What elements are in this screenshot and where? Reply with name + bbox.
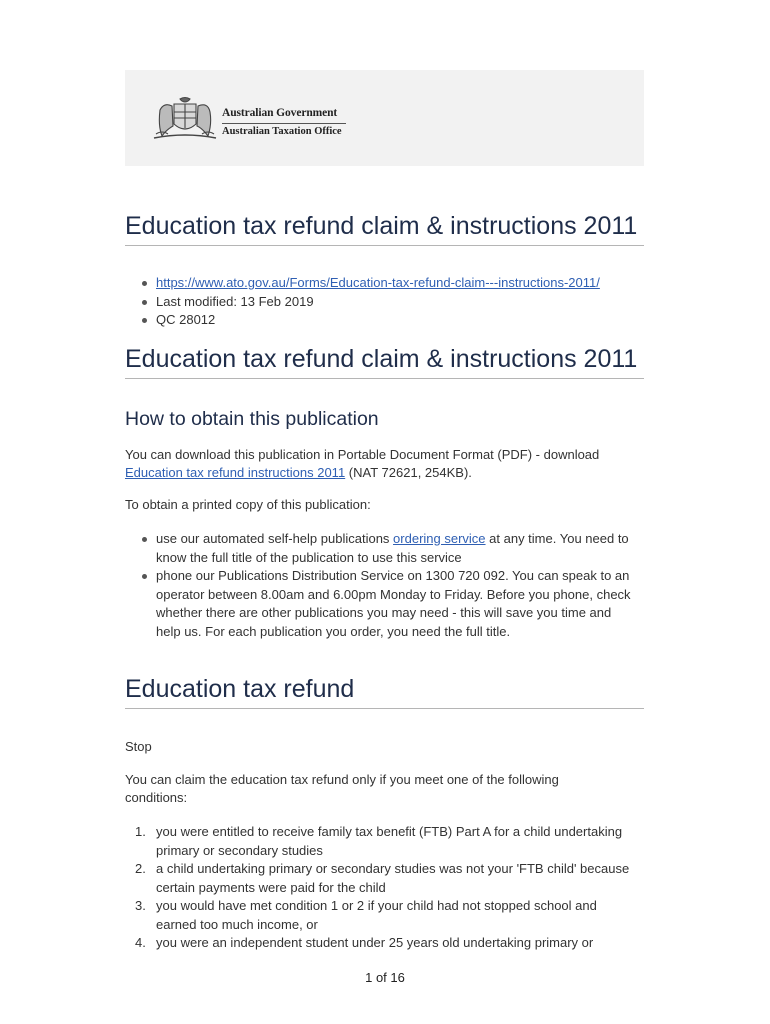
section-title: Education tax refund claim & instructions 2011	[125, 345, 644, 379]
page-title: Education tax refund claim & instructions 2011	[125, 212, 644, 246]
header-divider	[222, 123, 346, 124]
list-item	[125, 274, 644, 293]
list-item: 3. you would have met condition 1 or 2 if your child had not stopped school and earned too much income, or	[135, 898, 597, 932]
agency-name: Australian Taxation Office	[222, 126, 342, 137]
government-name: Australian Government	[222, 107, 338, 119]
list-item: 4. you were an independent student under 25 years old undertaking primary or	[135, 935, 594, 950]
printed-copy-paragraph: To obtain a printed copy of this publication:	[125, 497, 371, 512]
meta-list	[125, 274, 644, 330]
obtain-options-list	[125, 530, 637, 641]
list-item: use our automated self-help publications ordering service at any time. You need to know the full title of the publication to use this service	[125, 530, 637, 567]
conditions-intro: You can claim the education tax refund only if you meet one of the following conditions:	[125, 772, 559, 805]
qc-number: QC 28012	[125, 311, 644, 330]
download-paragraph: You can download this publication in Portable Document Format (PDF) - download Education tax refund instructions 2011 (NAT 72621, 254KB).	[125, 447, 600, 480]
stop-label: Stop	[125, 739, 152, 754]
obtain-heading: How to obtain this publication	[125, 408, 379, 430]
last-modified: Last modified: 13 Feb 2019	[125, 293, 644, 312]
conditions-list	[125, 823, 637, 953]
header-banner	[125, 70, 644, 166]
ordering-service-link[interactable]: ordering service	[393, 531, 486, 546]
source-url-link[interactable]: https://www.ato.gov.au/Forms/Education-tax-refund-claim---instructions-2011/	[156, 275, 600, 290]
coat-of-arms-icon	[152, 96, 218, 142]
instructions-pdf-link[interactable]: Education tax refund instructions 2011	[125, 464, 346, 480]
list-item: 2. a child undertaking primary or secondary studies was not your 'FTB child' because certain payments were paid for the child	[135, 861, 630, 895]
page-number: 1 of 16	[365, 970, 405, 985]
list-item: phone our Publications Distribution Service on 1300 720 092. You can speak to an operator between 8.00am and 6.00pm Monday to Friday. Before you phone, check whether there are other publications you may need - this will save you time and help us. For each publication you order, you need the full title.	[125, 567, 637, 641]
refund-heading: Education tax refund	[125, 675, 644, 709]
list-item: 1. you were entitled to receive family tax benefit (FTB) Part A for a child undertaking primary or secondary studies	[135, 824, 623, 858]
